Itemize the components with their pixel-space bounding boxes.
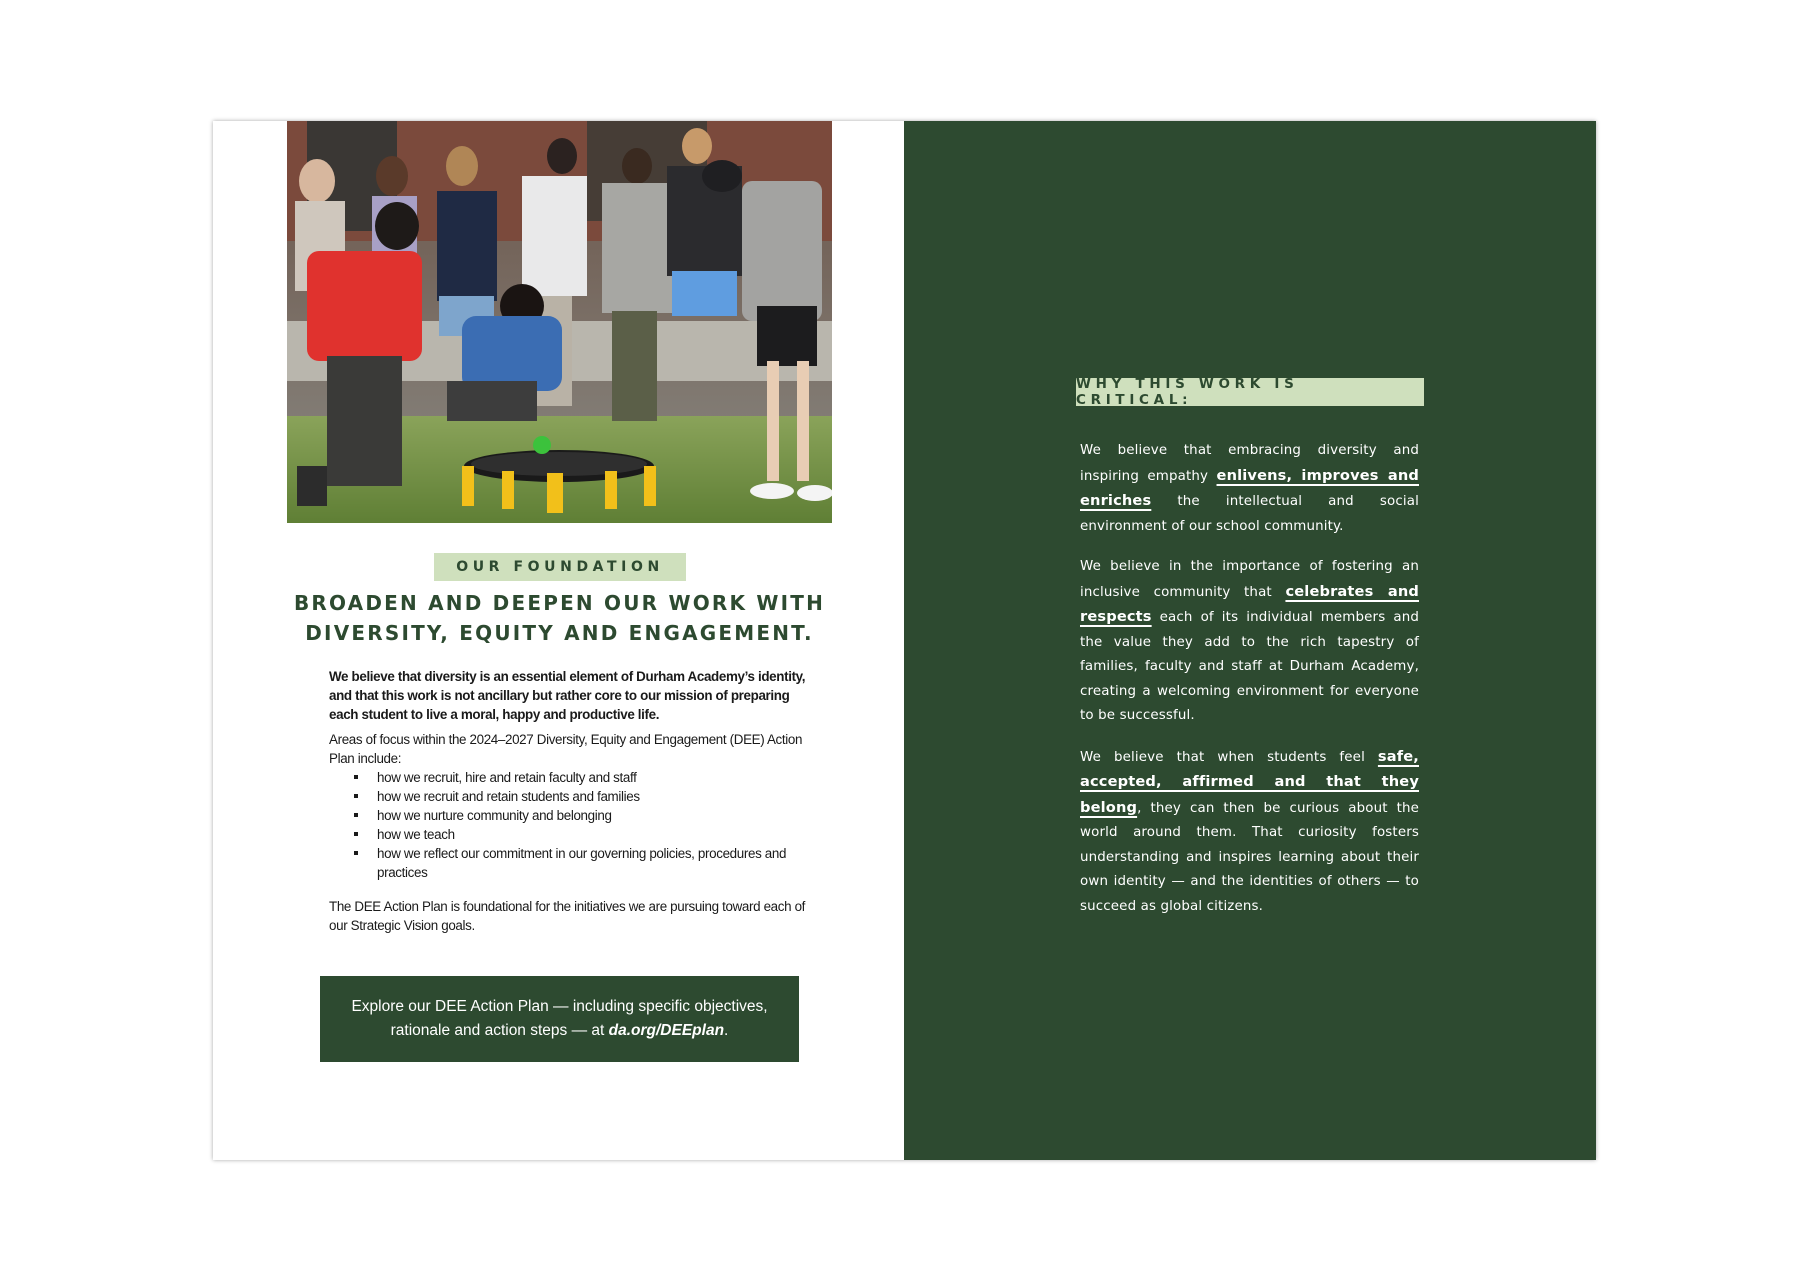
list-item: how we recruit, hire and retain faculty and staff — [353, 768, 809, 787]
callout-line-1: Explore our DEE Action Plan — including specific objectives, — [351, 998, 768, 1015]
right-page — [904, 121, 1596, 1160]
dee-plan-callout — [320, 976, 799, 1062]
section-label-critical: WHY THIS WORK IS CRITICAL: — [1076, 378, 1424, 406]
list-item: how we recruit and retain students and families — [353, 787, 809, 806]
focus-intro: Areas of focus within the 2024–2027 Diversity, Equity and Engagement (DEE) Action Plan include: — [329, 732, 803, 766]
headline-line-1: BROADEN AND DEEPEN OUR WORK WITH — [293, 591, 826, 615]
page-headline — [287, 588, 832, 648]
focus-list — [329, 768, 809, 882]
belief-paragraph-1 — [1080, 439, 1419, 539]
left-page — [213, 121, 904, 1160]
paragraph-text: We believe that when students feel — [1080, 749, 1378, 765]
critical-body — [1080, 439, 1419, 935]
highlight-phrase: celebrates and respects — [1080, 582, 1419, 625]
paragraph-text: the intellectual and social environment of our school community. — [1080, 494, 1419, 534]
headline-line-2: DIVERSITY, EQUITY AND ENGAGEMENT. — [305, 621, 814, 645]
paragraph-text: We believe in the importance of fostering an inclusive community that — [1080, 559, 1419, 600]
highlight-phrase: safe, accepted, affirmed and that they belong — [1080, 747, 1419, 816]
callout-line-2 — [320, 1019, 799, 1043]
belief-paragraph-2 — [1080, 555, 1419, 729]
list-item: how we reflect our commitment in our governing policies, procedures and practices — [353, 844, 809, 882]
photo-students-spikeball-icon — [287, 121, 832, 523]
callout-line-2-text: rationale and action steps — at — [390, 1022, 609, 1039]
callout-period: . — [724, 1022, 729, 1039]
section-label-foundation: OUR FOUNDATION — [434, 553, 686, 581]
closing-paragraph: The DEE Action Plan is foundational for the initiatives we are pursuing toward each of our Strategic Vision goals. — [329, 899, 806, 933]
belief-paragraph-3 — [1080, 745, 1419, 920]
list-item: how we teach — [353, 825, 809, 844]
lead-paragraph: We believe that diversity is an essential element of Durham Academy’s identity, and that this work is not ancillary but rather core to our mission of preparing each student to live a moral, happy and productive life. — [329, 669, 806, 722]
paragraph-text: each of its individual members and the value they add to the rich tapestry of families, faculty and staff at Durham Academy, creating a welcoming environment for everyone to be successful. — [1080, 610, 1419, 723]
paragraph-text: , they can then be curious about the world around them. That curiosity fosters understanding and inspires learning about their own identity — and the identities of others — to succeed as global citizens. — [1080, 800, 1419, 914]
highlight-phrase: enlivens, improves and enriches — [1080, 466, 1419, 509]
brochure-spread — [213, 121, 1596, 1160]
students-photo — [287, 121, 832, 523]
foundation-body — [329, 667, 809, 935]
dee-plan-link[interactable]: da.org/DEEplan — [608, 1022, 725, 1039]
list-item: how we nurture community and belonging — [353, 806, 809, 825]
paragraph-text: We believe that embracing diversity and inspiring empathy — [1080, 443, 1419, 484]
